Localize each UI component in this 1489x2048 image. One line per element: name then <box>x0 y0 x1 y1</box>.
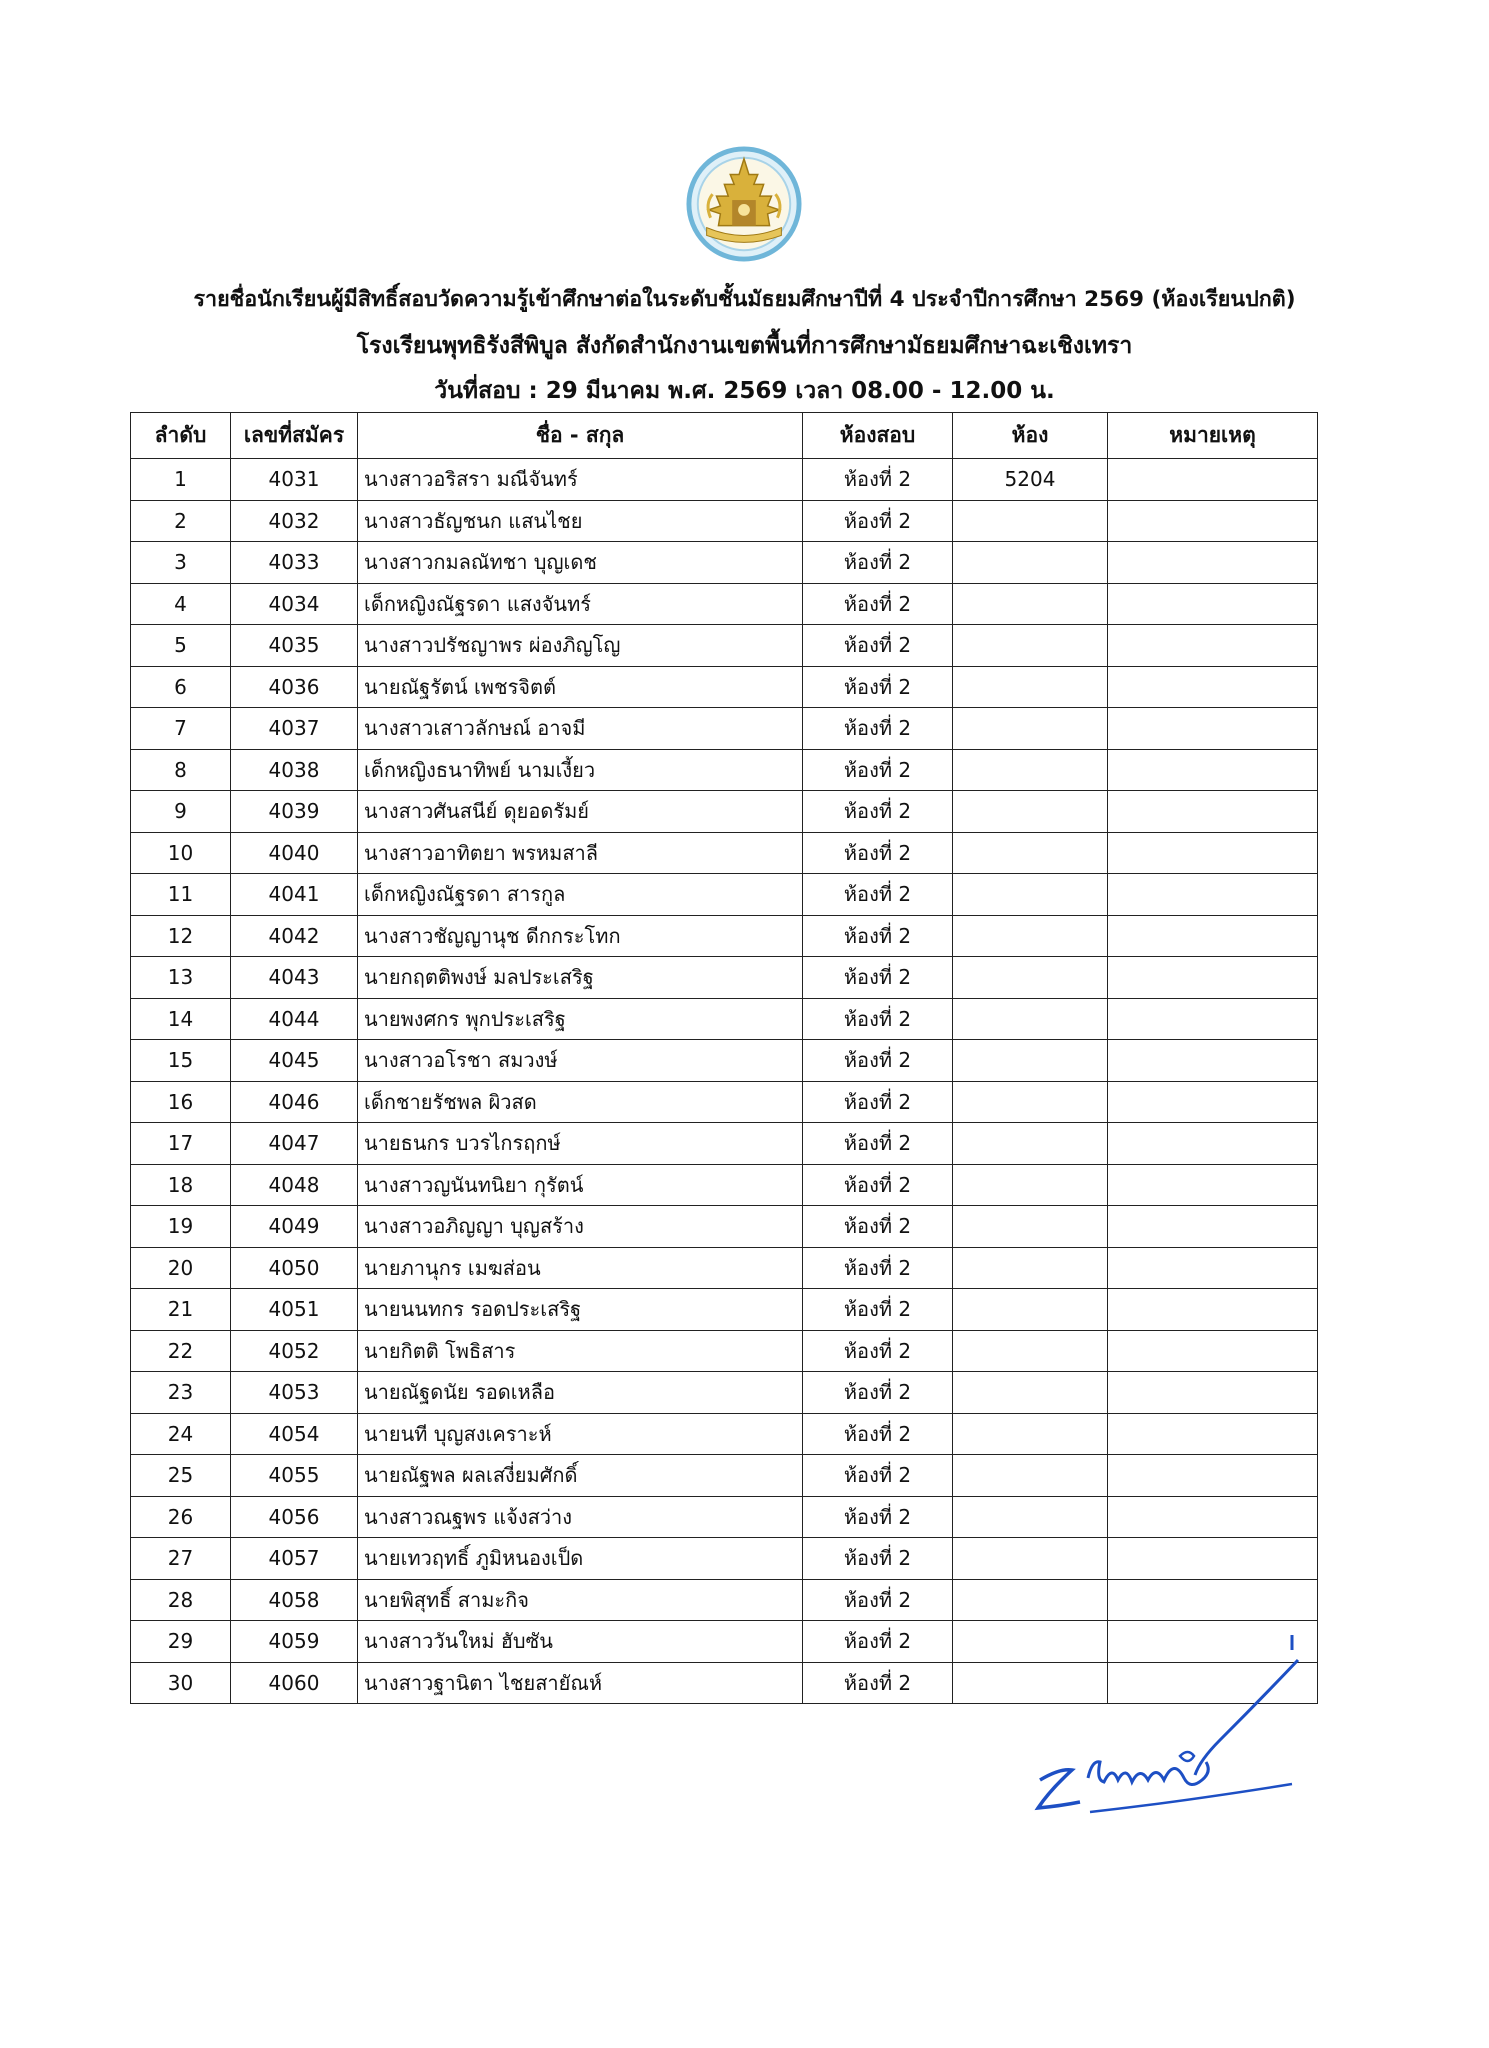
cell-remark <box>1108 1289 1318 1331</box>
cell-exam-hall: ห้องที่ 2 <box>803 1164 953 1206</box>
table-row <box>131 459 1318 501</box>
cell-remark <box>1108 542 1318 584</box>
cell-name: นายเทวฤทธิ์ ภูมิหนองเป็ด <box>358 1538 803 1580</box>
table-row <box>131 500 1318 542</box>
cell-exam-hall: ห้องที่ 2 <box>803 1538 953 1580</box>
cell-name: เด็กหญิงณัฐรดา สารกูล <box>358 874 803 916</box>
cell-no: 29 <box>131 1621 231 1663</box>
table-row <box>131 583 1318 625</box>
cell-room <box>953 1372 1108 1414</box>
cell-app-id: 4043 <box>231 957 358 999</box>
cell-app-id: 4047 <box>231 1123 358 1165</box>
cell-app-id: 4049 <box>231 1206 358 1248</box>
cell-exam-hall: ห้องที่ 2 <box>803 625 953 667</box>
cell-no: 25 <box>131 1455 231 1497</box>
cell-room <box>953 1123 1108 1165</box>
cell-remark <box>1108 1455 1318 1497</box>
cell-room <box>953 1040 1108 1082</box>
cell-exam-hall: ห้องที่ 2 <box>803 1123 953 1165</box>
cell-room <box>953 1496 1108 1538</box>
cell-no: 17 <box>131 1123 231 1165</box>
cell-app-id: 4052 <box>231 1330 358 1372</box>
cell-no: 23 <box>131 1372 231 1414</box>
cell-name: นายพงศกร พุกประเสริฐ <box>358 998 803 1040</box>
table-row <box>131 1455 1318 1497</box>
cell-app-id: 4044 <box>231 998 358 1040</box>
cell-app-id: 4050 <box>231 1247 358 1289</box>
table-row <box>131 1164 1318 1206</box>
cell-name: นายภานุกร เมฆส่อน <box>358 1247 803 1289</box>
cell-room <box>953 1330 1108 1372</box>
table-row <box>131 1040 1318 1082</box>
cell-room <box>953 666 1108 708</box>
cell-exam-hall: ห้องที่ 2 <box>803 1662 953 1704</box>
cell-name: นางสาวณฐพร แจ้งสว่าง <box>358 1496 803 1538</box>
cell-no: 27 <box>131 1538 231 1580</box>
student-roster-table <box>130 412 1318 1704</box>
cell-room <box>953 1289 1108 1331</box>
cell-no: 1 <box>131 459 231 501</box>
cell-room <box>953 500 1108 542</box>
cell-no: 14 <box>131 998 231 1040</box>
cell-remark <box>1108 791 1318 833</box>
cell-room <box>953 542 1108 584</box>
cell-exam-hall: ห้องที่ 2 <box>803 998 953 1040</box>
cell-remark <box>1108 1330 1318 1372</box>
cell-name: นางสาวปรัชญาพร ผ่องภิญโญ <box>358 625 803 667</box>
cell-name: นายพิสุทธิ์ สามะกิจ <box>358 1579 803 1621</box>
cell-no: 5 <box>131 625 231 667</box>
cell-app-id: 4051 <box>231 1289 358 1331</box>
cell-app-id: 4033 <box>231 542 358 584</box>
table-row <box>131 1538 1318 1580</box>
cell-app-id: 4054 <box>231 1413 358 1455</box>
cell-app-id: 4048 <box>231 1164 358 1206</box>
table-row <box>131 1330 1318 1372</box>
cell-exam-hall: ห้องที่ 2 <box>803 1289 953 1331</box>
cell-no: 12 <box>131 915 231 957</box>
cell-app-id: 4034 <box>231 583 358 625</box>
cell-exam-hall: ห้องที่ 2 <box>803 1621 953 1663</box>
cell-room <box>953 998 1108 1040</box>
cell-no: 21 <box>131 1289 231 1331</box>
col-header-exam-hall: ห้องสอบ <box>803 413 953 459</box>
cell-exam-hall: ห้องที่ 2 <box>803 583 953 625</box>
cell-remark <box>1108 1413 1318 1455</box>
table-row <box>131 874 1318 916</box>
cell-exam-hall: ห้องที่ 2 <box>803 1413 953 1455</box>
cell-room <box>953 1247 1108 1289</box>
cell-no: 8 <box>131 749 231 791</box>
cell-exam-hall: ห้องที่ 2 <box>803 1496 953 1538</box>
cell-no: 13 <box>131 957 231 999</box>
cell-no: 24 <box>131 1413 231 1455</box>
cell-app-id: 4037 <box>231 708 358 750</box>
cell-name: เด็กชายรัชพล ผิวสด <box>358 1081 803 1123</box>
cell-remark <box>1108 459 1318 501</box>
cell-exam-hall: ห้องที่ 2 <box>803 1206 953 1248</box>
cell-name: นายกิตติ โพธิสาร <box>358 1330 803 1372</box>
cell-remark <box>1108 874 1318 916</box>
table-row <box>131 625 1318 667</box>
cell-no: 4 <box>131 583 231 625</box>
cell-no: 11 <box>131 874 231 916</box>
cell-app-id: 4041 <box>231 874 358 916</box>
cell-app-id: 4032 <box>231 500 358 542</box>
cell-room <box>953 708 1108 750</box>
cell-no: 16 <box>131 1081 231 1123</box>
cell-room <box>953 583 1108 625</box>
cell-app-id: 4040 <box>231 832 358 874</box>
cell-name: นางสาวอาทิตยา พรหมสาลี <box>358 832 803 874</box>
cell-no: 3 <box>131 542 231 584</box>
cell-app-id: 4056 <box>231 1496 358 1538</box>
cell-name: นายธนกร บวรไกรฤกษ์ <box>358 1123 803 1165</box>
cell-no: 9 <box>131 791 231 833</box>
cell-room <box>953 1164 1108 1206</box>
cell-remark <box>1108 1164 1318 1206</box>
cell-name: นางสาวศันสนีย์ ดุยอดรัมย์ <box>358 791 803 833</box>
cell-name: นายณัฐรัตน์ เพชรจิตต์ <box>358 666 803 708</box>
cell-no: 15 <box>131 1040 231 1082</box>
cell-name: นายนนทกร รอดประเสริฐ <box>358 1289 803 1331</box>
cell-app-id: 4046 <box>231 1081 358 1123</box>
document-title: รายชื่อนักเรียนผู้มีสิทธิ์สอบวัดความรู้เข้าศึกษาต่อในระดับชั้นมัธยมศึกษาปีที่ 4 ประจำปีการศึกษา 2569 (ห้องเรียนปกติ) <box>193 287 1296 312</box>
cell-name: นางสาวเสาวลักษณ์ อาจมี <box>358 708 803 750</box>
cell-name: นางสาวอโรชา สมวงษ์ <box>358 1040 803 1082</box>
cell-no: 20 <box>131 1247 231 1289</box>
cell-no: 19 <box>131 1206 231 1248</box>
cell-remark <box>1108 666 1318 708</box>
cell-app-id: 4031 <box>231 459 358 501</box>
cell-app-id: 4057 <box>231 1538 358 1580</box>
school-name: โรงเรียนพุทธิรังสีพิบูล สังกัดสำนักงานเขตพื้นที่การศึกษามัธยมศึกษาฉะเชิงเทรา <box>356 333 1133 359</box>
cell-app-id: 4059 <box>231 1621 358 1663</box>
cell-name: นางสาวอภิญญา บุญสร้าง <box>358 1206 803 1248</box>
cell-app-id: 4053 <box>231 1372 358 1414</box>
table-row <box>131 1247 1318 1289</box>
cell-room <box>953 832 1108 874</box>
table-row <box>131 1289 1318 1331</box>
cell-remark <box>1108 1206 1318 1248</box>
cell-remark <box>1108 957 1318 999</box>
cell-room <box>953 625 1108 667</box>
table-row <box>131 749 1318 791</box>
cell-exam-hall: ห้องที่ 2 <box>803 1455 953 1497</box>
cell-remark <box>1108 1579 1318 1621</box>
cell-remark <box>1108 1123 1318 1165</box>
table-row <box>131 1123 1318 1165</box>
cell-room <box>953 1579 1108 1621</box>
table-row <box>131 708 1318 750</box>
cell-remark <box>1108 625 1318 667</box>
cell-name: นางสาววันใหม่ ฮับซัน <box>358 1621 803 1663</box>
cell-remark <box>1108 1040 1318 1082</box>
cell-exam-hall: ห้องที่ 2 <box>803 1579 953 1621</box>
cell-remark <box>1108 1081 1318 1123</box>
cell-app-id: 4055 <box>231 1455 358 1497</box>
cell-exam-hall: ห้องที่ 2 <box>803 708 953 750</box>
cell-remark <box>1108 749 1318 791</box>
cell-room <box>953 1206 1108 1248</box>
cell-app-id: 4058 <box>231 1579 358 1621</box>
col-header-remark: หมายเหตุ <box>1108 413 1318 459</box>
cell-app-id: 4042 <box>231 915 358 957</box>
cell-name: นางสาวญนันทนิยา กุรัตน์ <box>358 1164 803 1206</box>
cell-name: เด็กหญิงธนาทิพย์ นามเงี้ยว <box>358 749 803 791</box>
cell-room <box>953 1413 1108 1455</box>
cell-remark <box>1108 915 1318 957</box>
cell-no: 18 <box>131 1164 231 1206</box>
cell-app-id: 4036 <box>231 666 358 708</box>
cell-exam-hall: ห้องที่ 2 <box>803 874 953 916</box>
cell-exam-hall: ห้องที่ 2 <box>803 1081 953 1123</box>
cell-exam-hall: ห้องที่ 2 <box>803 1247 953 1289</box>
cell-name: เด็กหญิงณัฐรดา แสงจันทร์ <box>358 583 803 625</box>
table-row <box>131 915 1318 957</box>
cell-name: นายณัฐพล ผลเสงี่ยมศักดิ์ <box>358 1455 803 1497</box>
table-row <box>131 791 1318 833</box>
cell-no: 2 <box>131 500 231 542</box>
table-row <box>131 832 1318 874</box>
cell-room <box>953 1081 1108 1123</box>
cell-app-id: 4038 <box>231 749 358 791</box>
exam-date: วันที่สอบ : 29 มีนาคม พ.ศ. 2569 เวลา 08.00 - 12.00 น. <box>434 378 1055 404</box>
cell-exam-hall: ห้องที่ 2 <box>803 832 953 874</box>
cell-room <box>953 915 1108 957</box>
cell-no: 28 <box>131 1579 231 1621</box>
table-row <box>131 957 1318 999</box>
cell-name: นางสาวกมลณัทชา บุญเดช <box>358 542 803 584</box>
cell-name: นายนที บุญสงเคราะห์ <box>358 1413 803 1455</box>
table-row <box>131 1579 1318 1621</box>
cell-room <box>953 874 1108 916</box>
cell-exam-hall: ห้องที่ 2 <box>803 791 953 833</box>
cell-name: นายณัฐดนัย รอดเหลือ <box>358 1372 803 1414</box>
table-row <box>131 1413 1318 1455</box>
table-header-row <box>131 413 1318 459</box>
cell-remark <box>1108 708 1318 750</box>
cell-remark <box>1108 500 1318 542</box>
cell-exam-hall: ห้องที่ 2 <box>803 915 953 957</box>
col-header-no: ลำดับ <box>131 413 231 459</box>
col-header-room: ห้อง <box>953 413 1108 459</box>
cell-name: นางสาวธัญชนก แสนไชย <box>358 500 803 542</box>
table-row <box>131 666 1318 708</box>
cell-no: 10 <box>131 832 231 874</box>
cell-no: 22 <box>131 1330 231 1372</box>
cell-room <box>953 1538 1108 1580</box>
school-emblem-icon <box>685 145 803 263</box>
table-row <box>131 542 1318 584</box>
cell-remark <box>1108 583 1318 625</box>
cell-exam-hall: ห้องที่ 2 <box>803 749 953 791</box>
table-row <box>131 998 1318 1040</box>
table-row <box>131 1206 1318 1248</box>
cell-no: 6 <box>131 666 231 708</box>
cell-exam-hall: ห้องที่ 2 <box>803 500 953 542</box>
cell-exam-hall: ห้องที่ 2 <box>803 957 953 999</box>
cell-no: 30 <box>131 1662 231 1704</box>
cell-exam-hall: ห้องที่ 2 <box>803 1040 953 1082</box>
table-row <box>131 1081 1318 1123</box>
cell-remark <box>1108 998 1318 1040</box>
cell-remark <box>1108 1496 1318 1538</box>
cell-name: นางสาวอริสรา มณีจันทร์ <box>358 459 803 501</box>
col-header-app-id: เลขที่สมัคร <box>231 413 358 459</box>
cell-remark <box>1108 1372 1318 1414</box>
cell-name: นายกฤตติพงษ์ มลประเสริฐ <box>358 957 803 999</box>
cell-room <box>953 791 1108 833</box>
cell-exam-hall: ห้องที่ 2 <box>803 459 953 501</box>
cell-no: 26 <box>131 1496 231 1538</box>
cell-no: 7 <box>131 708 231 750</box>
cell-remark <box>1108 1247 1318 1289</box>
cell-remark <box>1108 1538 1318 1580</box>
cell-name: นางสาวชัญญานุช ดีกกระโทก <box>358 915 803 957</box>
cell-room: 5204 <box>953 459 1108 501</box>
cell-room <box>953 749 1108 791</box>
cell-exam-hall: ห้องที่ 2 <box>803 1330 953 1372</box>
cell-app-id: 4039 <box>231 791 358 833</box>
cell-app-id: 4035 <box>231 625 358 667</box>
cell-room <box>953 1455 1108 1497</box>
cell-name: นางสาวฐานิตา ไชยสายัณห์ <box>358 1662 803 1704</box>
cell-app-id: 4060 <box>231 1662 358 1704</box>
cell-app-id: 4045 <box>231 1040 358 1082</box>
handwritten-signature-icon <box>1030 1630 1320 1830</box>
cell-room <box>953 957 1108 999</box>
table-row <box>131 1372 1318 1414</box>
table-row <box>131 1496 1318 1538</box>
col-header-name: ชื่อ - สกุล <box>358 413 803 459</box>
cell-remark <box>1108 832 1318 874</box>
cell-exam-hall: ห้องที่ 2 <box>803 1372 953 1414</box>
cell-exam-hall: ห้องที่ 2 <box>803 666 953 708</box>
cell-exam-hall: ห้องที่ 2 <box>803 542 953 584</box>
